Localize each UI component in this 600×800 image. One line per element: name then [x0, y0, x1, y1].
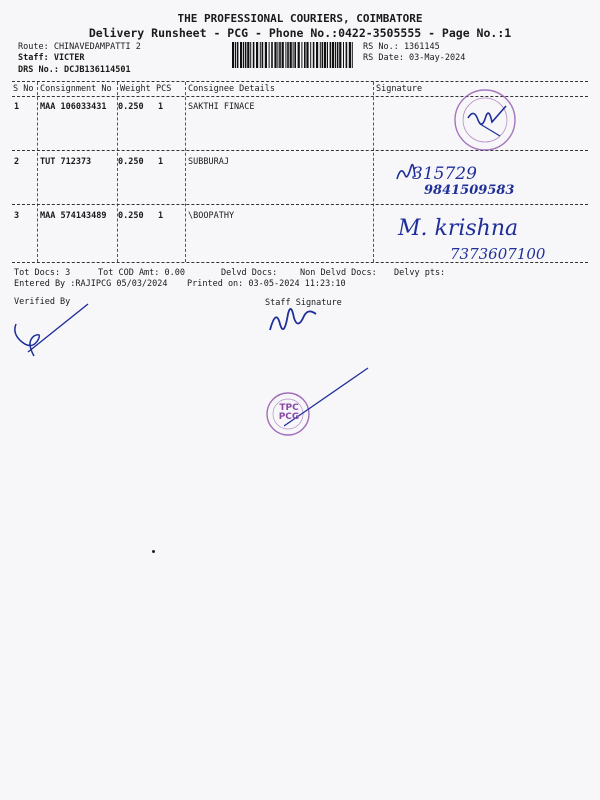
- staff-label: Staff: VICTER: [18, 53, 85, 63]
- row2-consignment: TUT 712373: [40, 157, 92, 167]
- barcode-bar: [301, 42, 302, 68]
- row2-pcs: 1: [158, 157, 164, 167]
- delivery-points: Delvy pts:: [394, 268, 446, 278]
- barcode-bar: [250, 42, 251, 68]
- col-divider: [37, 82, 38, 262]
- barcode-bar: [277, 42, 278, 68]
- route-label: Route: CHINAVEDAMPATTI 2: [18, 42, 141, 52]
- barcode-bar: [279, 42, 281, 68]
- col-header-signature: Signature: [376, 84, 423, 94]
- row2-consignee: SUBBURAJ: [188, 157, 229, 167]
- rs-number: RS No.: 1361145: [363, 42, 440, 52]
- barcode-bar: [290, 42, 292, 68]
- barcode-bar: [293, 42, 294, 68]
- row1-consignee: SAKTHI FINACE: [188, 102, 255, 112]
- col-header-pcs: PCS: [156, 84, 172, 94]
- row1-pcs: 1: [158, 102, 164, 112]
- barcode-bar: [310, 42, 311, 68]
- barcode-bar: [265, 42, 267, 68]
- row3-consignee: \BOOPATHY: [188, 211, 235, 221]
- barcode-bar: [294, 42, 296, 68]
- total-docs: Tot Docs: 3: [14, 268, 71, 278]
- barcode-bar: [304, 42, 306, 68]
- staff-signature-mark: [266, 300, 326, 340]
- row2-rule: [12, 204, 588, 205]
- barcode-bar: [240, 42, 242, 68]
- barcode-bar: [316, 42, 318, 68]
- verified-by-label: Verified By: [14, 297, 71, 307]
- barcode-bar: [327, 42, 328, 68]
- barcode-bar: [298, 42, 300, 68]
- barcode-bar: [337, 42, 339, 68]
- barcode-bar: [253, 42, 255, 68]
- entered-by: Entered By :RAJIPCG 05/03/2024: [14, 279, 168, 289]
- barcode-bar: [322, 42, 324, 68]
- row1-consignment: MAA 106033431: [40, 102, 107, 112]
- barcode-bar: [271, 42, 273, 68]
- barcode: [232, 42, 356, 68]
- barcode-bar: [260, 42, 261, 68]
- col-divider: [373, 82, 374, 262]
- barcode-bar: [256, 42, 258, 68]
- total-cod-amount: Tot COD Amt: 0.00: [98, 268, 185, 278]
- barcode-bar: [343, 42, 344, 68]
- bottom-stamp-text: TPC PCG: [278, 403, 300, 422]
- barcode-bar: [352, 42, 353, 68]
- barcode-bar: [269, 42, 270, 68]
- table-top-rule: [12, 81, 588, 82]
- row1-rule: [12, 150, 588, 151]
- rs-date: RS Date: 03-May-2024: [363, 53, 466, 63]
- handwritten-row3-phone: 7373607100: [450, 245, 546, 263]
- col-divider: [185, 82, 186, 262]
- barcode-bar: [285, 42, 286, 68]
- non-delivered-docs: Non Delvd Docs:: [300, 268, 377, 278]
- barcode-bar: [287, 42, 289, 68]
- barcode-bar: [235, 42, 236, 68]
- row1-sno: 1: [14, 102, 20, 112]
- col-header-consignee: Consignee Details: [188, 84, 275, 94]
- row2-sno: 2: [14, 157, 20, 167]
- row3-sno: 3: [14, 211, 20, 221]
- row2-weight: 0.250: [118, 157, 144, 167]
- row3-weight: 0.250: [118, 211, 144, 221]
- company-title: THE PROFESSIONAL COURIERS, COIMBATORE: [177, 12, 423, 25]
- barcode-bar: [282, 42, 284, 68]
- barcode-bar: [324, 42, 326, 68]
- speck: [152, 550, 155, 553]
- barcode-bar: [330, 42, 332, 68]
- handwritten-row2-phone: 9841509583: [424, 183, 515, 198]
- barcode-bar: [274, 42, 276, 68]
- barcode-bar: [237, 42, 239, 68]
- barcode-bar: [339, 42, 341, 68]
- barcode-bar: [332, 42, 334, 68]
- barcode-bar: [247, 42, 249, 68]
- handwritten-row3-name: M. krishna: [398, 216, 519, 241]
- barcode-bar: [335, 42, 336, 68]
- row3-consignment: MAA 574143489: [40, 211, 107, 221]
- barcode-bar: [232, 42, 234, 68]
- runsheet-title: Delivery Runsheet - PCG - Phone No.:0422-3505555 - Page No.:1: [88, 26, 512, 40]
- barcode-bar: [306, 42, 308, 68]
- col-header-sno: S No: [13, 84, 34, 94]
- barcode-bar: [349, 42, 351, 68]
- barcode-bar: [320, 42, 321, 68]
- verifier-signature: [8, 300, 108, 364]
- barcode-bar: [243, 42, 244, 68]
- stamp-signature-row1: [440, 90, 530, 150]
- printed-on: Printed on: 03-05-2024 11:23:10: [187, 279, 346, 289]
- barcode-bar: [262, 42, 264, 68]
- barcode-bar: [313, 42, 315, 68]
- delivered-docs: Delvd Docs:: [221, 268, 278, 278]
- barcode-bar: [346, 42, 348, 68]
- col-header-weight: Weight: [120, 84, 151, 94]
- barcode-bar: [245, 42, 247, 68]
- drs-number: DRS No.: DCJB136114501: [18, 65, 131, 75]
- handwritten-row2-number: 315729: [412, 164, 477, 184]
- row3-pcs: 1: [158, 211, 164, 221]
- col-header-consignment: Consignment No: [40, 84, 112, 94]
- staff-signature-label: Staff Signature: [265, 298, 342, 308]
- row1-weight: 0.250: [118, 102, 144, 112]
